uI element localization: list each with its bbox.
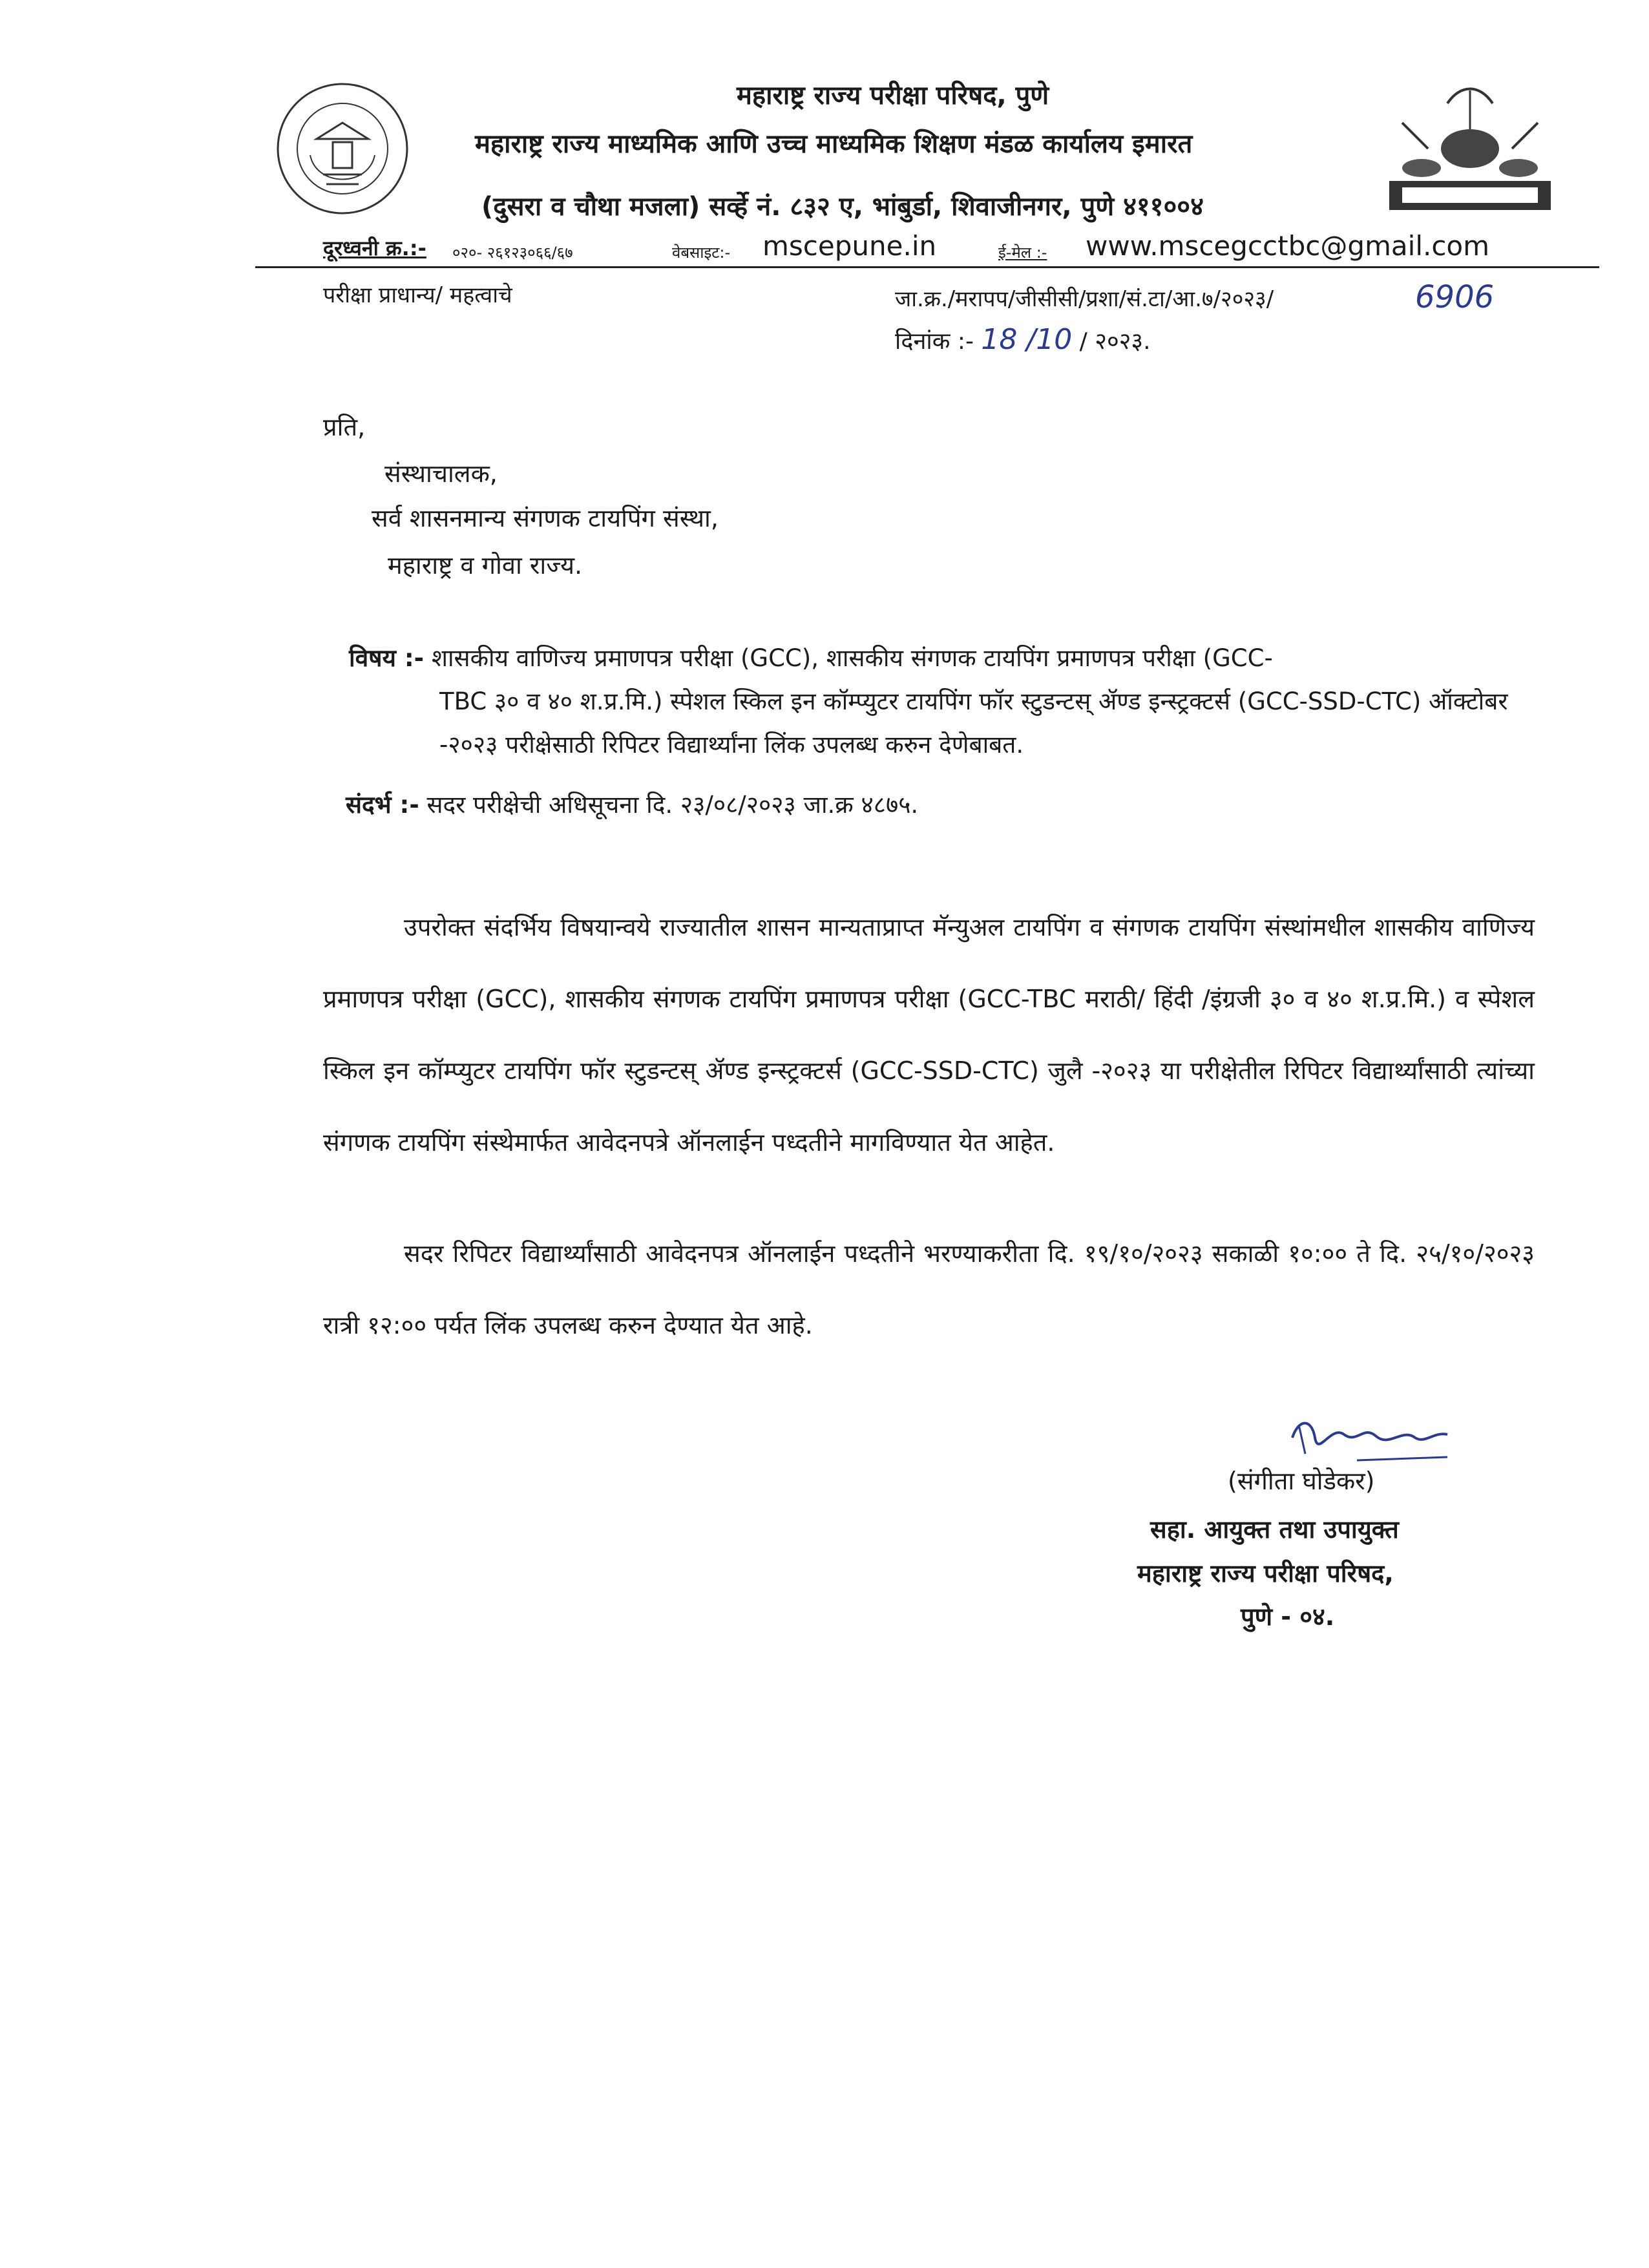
recipient-prefix: प्रति,: [323, 413, 366, 441]
emblem-logo: [1376, 78, 1564, 220]
phone-label: दूरध्वनी क्र.:-: [323, 236, 426, 260]
header-divider: [255, 266, 1599, 268]
priority-note: परीक्षा प्राधान्य/ महत्वाचे: [323, 282, 512, 308]
subject-block: [349, 636, 1518, 766]
reference-text: सदर परीक्षेची अधिसूचना दि. २३/०८/२०२३ जा.क्र ४८७५.: [426, 791, 919, 819]
seal-logo: [271, 78, 414, 220]
website-label: वेबसाइट:-: [672, 244, 731, 262]
signatory-name: (संगीता घोडेकर): [1228, 1467, 1375, 1495]
body-paragraph-2: सदर रिपिटर विद्यार्थ्यांसाठी आवेदनपत्र ऑनलाईन पध्दतीने भरण्याकरीता दि. १९/१०/२०२३ सकाळी १०:०० ते दि. २५/१०/२०२३ रात्री १२:०० पर्यत लिंक उपलब्ध करुन देण्यात येत आहे.: [323, 1239, 1535, 1339]
header-org-name: महाराष्ट्र राज्य परीक्षा परिषद, पुणे: [737, 81, 1049, 110]
subject-text-rest: TBC ३० व ४० श.प्र.मि.) स्पेशल स्किल इन कॉम्प्युटर टायपिंग फॉर स्टुडन्टस् ॲण्ड इन्स्ट्रक्टर्स (GCC-SSD-CTC) ऑक्टोबर -२०२३ परीक्षेसाठी रिपिटर विद्यार्थ्यांना लिंक उपलब्ध करुन देणेबाबत.: [439, 688, 1508, 759]
signatory-designation: सहा. आयुक्त तथा उपायुक्त: [1150, 1515, 1399, 1544]
date-year: / २०२३.: [1079, 328, 1151, 355]
subject-text-line1: शासकीय वाणिज्य प्रमाणपत्र परीक्षा (GCC), शासकीय संगणक टायपिंग प्रमाणपत्र परीक्षा (GCC-: [431, 644, 1273, 672]
signatory-city: पुणे - ०४.: [1241, 1602, 1335, 1631]
letter-date: [895, 323, 1151, 356]
header-building: महाराष्ट्र राज्य माध्यमिक आणि उच्च माध्यमिक शिक्षण मंडळ कार्यालय इमारत: [475, 129, 1193, 159]
body-paragraph-1: उपरोक्त संदर्भिय विषयान्वये राज्यातील शासन मान्यताप्राप्त मॅन्युअल टायपिंग व संगणक टायपिंग संस्थांमधील शासकीय वाणिज्य प्रमाणपत्र परीक्षा (GCC), शासकीय संगणक टायपिंग प्रमाणपत्र परीक्षा (GCC-TBC मराठी/ हिंदी /इंग्रजी ३० व ४० श.प्र.मि.) व स्पेशल स्किल इन कॉम्प्युटर टायपिंग फॉर स्टुडन्टस् ॲण्ड इन्स्ट्रक्टर्स (GCC-SSD-CTC) जुलै -२०२३ या परीक्षेतील रिपिटर विद्यार्थ्यांसाठी त्यांच्या संगणक टायपिंग संस्थेमार्फत आवेदनपत्रे ऑनलाईन पध्दतीने मागविण्यात येत आहेत.: [323, 913, 1535, 1157]
recipient-title: संस्थाचालक,: [384, 459, 498, 488]
reference-number-printed: जा.क्र./मरापप/जीसीसी/प्रशा/सं.टा/आ.७/२०२३/: [895, 286, 1274, 312]
phone-value: ०२०- २६१२३०६६/६७: [452, 244, 573, 262]
reference-label: संदर्भ :-: [346, 791, 419, 819]
date-label: दिनांक :-: [895, 328, 974, 355]
subject-label: विषय :-: [349, 644, 425, 672]
email-value[interactable]: www.mscegcctbc@gmail.com: [1086, 230, 1490, 262]
recipient-institutions: सर्व शासनमान्य संगणक टायपिंग संस्था,: [372, 504, 719, 532]
reference-number: [895, 283, 1274, 313]
website-value[interactable]: mscepune.in: [762, 230, 937, 262]
recipient-region: महाराष्ट्र व गोवा राज्य.: [388, 551, 583, 580]
header-address: (दुसरा व चौथा मजला) सर्व्हे नं. ८३२ ए, भांबुर्डा, शिवाजीनगर, पुणे ४११००४: [481, 192, 1204, 222]
signatory-organisation: महाराष्ट्र राज्य परीक्षा परिषद,: [1137, 1559, 1394, 1588]
email-label: ई-मेल :-: [998, 244, 1047, 262]
reference-number-handwritten: 6906: [1415, 279, 1495, 315]
date-handwritten: 18 /10: [981, 323, 1073, 356]
reference-block: [346, 787, 918, 820]
